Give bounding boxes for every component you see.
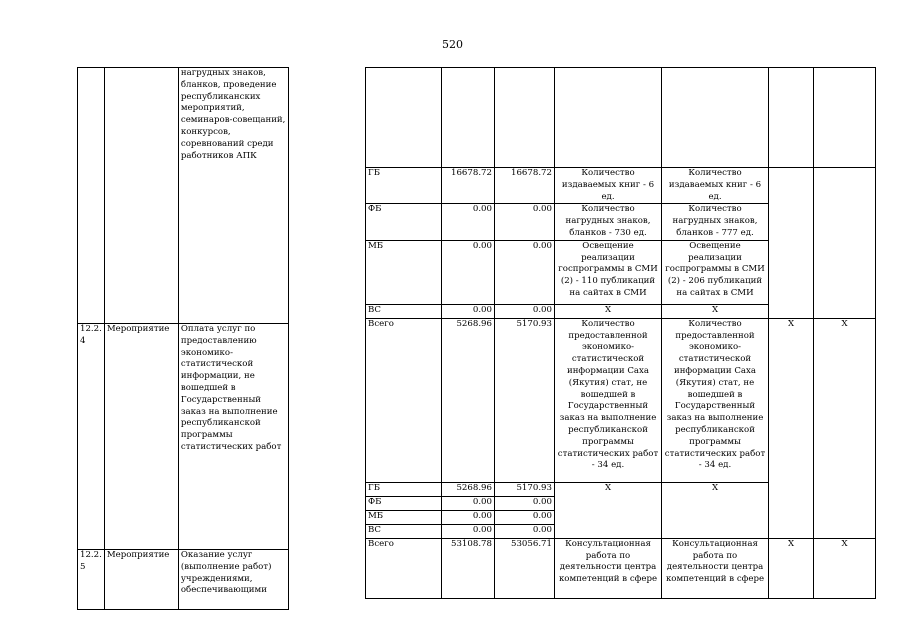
value-planned: 0.00 bbox=[442, 496, 495, 510]
table-row bbox=[78, 550, 289, 610]
value-planned: 16678.72 bbox=[442, 168, 495, 204]
row-type bbox=[104, 68, 178, 324]
indicator-actual: Освещение реализации госпрограммы в СМИ (2) - 206 публикаций на сайтах в СМИ bbox=[662, 240, 769, 304]
funding-source: МБ bbox=[366, 510, 442, 524]
indicator-planned: Количество предоставленной экономико-статистической информации Саха (Якутия) стат, не вошедшей в Государственный заказ на выполнение республиканской программы статистических работ - 34 ед. bbox=[555, 318, 662, 482]
mark-x: X bbox=[814, 538, 876, 598]
row-description: Оказание услуг (выполнение работ) учреждениями, обеспечивающими bbox=[178, 550, 288, 610]
table-row bbox=[366, 68, 876, 168]
indicator-actual: X bbox=[662, 482, 769, 538]
row-type: Мероприятие bbox=[104, 550, 178, 610]
indicator-planned: X bbox=[555, 482, 662, 538]
value-planned: 0.00 bbox=[442, 510, 495, 524]
funding-source: Всего bbox=[366, 538, 442, 598]
indicator-planned: X bbox=[555, 304, 662, 318]
indicator-planned: Консультационная работа по деятельности центра компетенций в сфере bbox=[555, 538, 662, 598]
value-actual: 5170.93 bbox=[495, 482, 555, 496]
table-row bbox=[366, 318, 876, 482]
row-number bbox=[78, 68, 105, 324]
table-row bbox=[366, 538, 876, 598]
mark-x: X bbox=[814, 318, 876, 538]
value-actual: 53056.71 bbox=[495, 538, 555, 598]
indicator-actual: Консультационная работа по деятельности центра компетенций в сфере bbox=[662, 538, 769, 598]
value-actual: 0.00 bbox=[495, 510, 555, 524]
value-planned: 5268.96 bbox=[442, 482, 495, 496]
value-planned: 0.00 bbox=[442, 304, 495, 318]
value-planned: 0.00 bbox=[442, 524, 495, 538]
value-actual: 0.00 bbox=[495, 240, 555, 304]
table-row bbox=[78, 68, 289, 324]
indicator-planned: Количество издаваемых книг - 6 ед. bbox=[555, 168, 662, 204]
value-actual: 5170.93 bbox=[495, 318, 555, 482]
indicator-actual: Количество издаваемых книг - 6 ед. bbox=[662, 168, 769, 204]
row-type: Мероприятие bbox=[104, 324, 178, 550]
row-description: Оплата услуг по предоставлению экономико-статистической информации, не вошедшей в Государственный заказ на выполнение республиканской программы статистических работ bbox=[178, 324, 288, 550]
left-table bbox=[77, 67, 289, 610]
funding-source: Всего bbox=[366, 318, 442, 482]
indicator-actual: Количество нагрудных знаков, бланков - 777 ед. bbox=[662, 204, 769, 240]
indicator-planned: Освещение реализации госпрограммы в СМИ (2) - 110 публикаций на сайтах в СМИ bbox=[555, 240, 662, 304]
value-actual: 0.00 bbox=[495, 524, 555, 538]
value-planned: 0.00 bbox=[442, 240, 495, 304]
row-description: нагрудных знаков, бланков, проведение республиканских мероприятий, семинаров-совещаний, конкурсов, соревнований среди работников АПК bbox=[178, 68, 288, 324]
indicator-actual: X bbox=[662, 304, 769, 318]
page-number: 520 bbox=[442, 38, 463, 51]
table-row bbox=[366, 168, 876, 204]
value-actual: 0.00 bbox=[495, 304, 555, 318]
table-row bbox=[78, 324, 289, 550]
funding-source: ГБ bbox=[366, 168, 442, 204]
row-number: 12.2. 4 bbox=[78, 324, 105, 550]
value-planned: 0.00 bbox=[442, 204, 495, 240]
indicator-actual: Количество предоставленной экономико-статистической информации Саха (Якутия) стат, не вошедшей в Государственный заказ на выполнение республиканской программы статистических работ - 34 ед. bbox=[662, 318, 769, 482]
mark-x: X bbox=[769, 318, 814, 538]
indicator-planned: Количество нагрудных знаков, бланков - 730 ед. bbox=[555, 204, 662, 240]
funding-source: МБ bbox=[366, 240, 442, 304]
funding-source: ГБ bbox=[366, 482, 442, 496]
value-actual: 16678.72 bbox=[495, 168, 555, 204]
funding-source: ФБ bbox=[366, 496, 442, 510]
funding-source: ВС bbox=[366, 304, 442, 318]
value-planned: 53108.78 bbox=[442, 538, 495, 598]
value-actual: 0.00 bbox=[495, 204, 555, 240]
value-actual: 0.00 bbox=[495, 496, 555, 510]
funding-source: ФБ bbox=[366, 204, 442, 240]
right-table bbox=[365, 67, 876, 599]
value-planned: 5268.96 bbox=[442, 318, 495, 482]
funding-source: ВС bbox=[366, 524, 442, 538]
mark-x: X bbox=[769, 538, 814, 598]
row-number: 12.2. 5 bbox=[78, 550, 105, 610]
